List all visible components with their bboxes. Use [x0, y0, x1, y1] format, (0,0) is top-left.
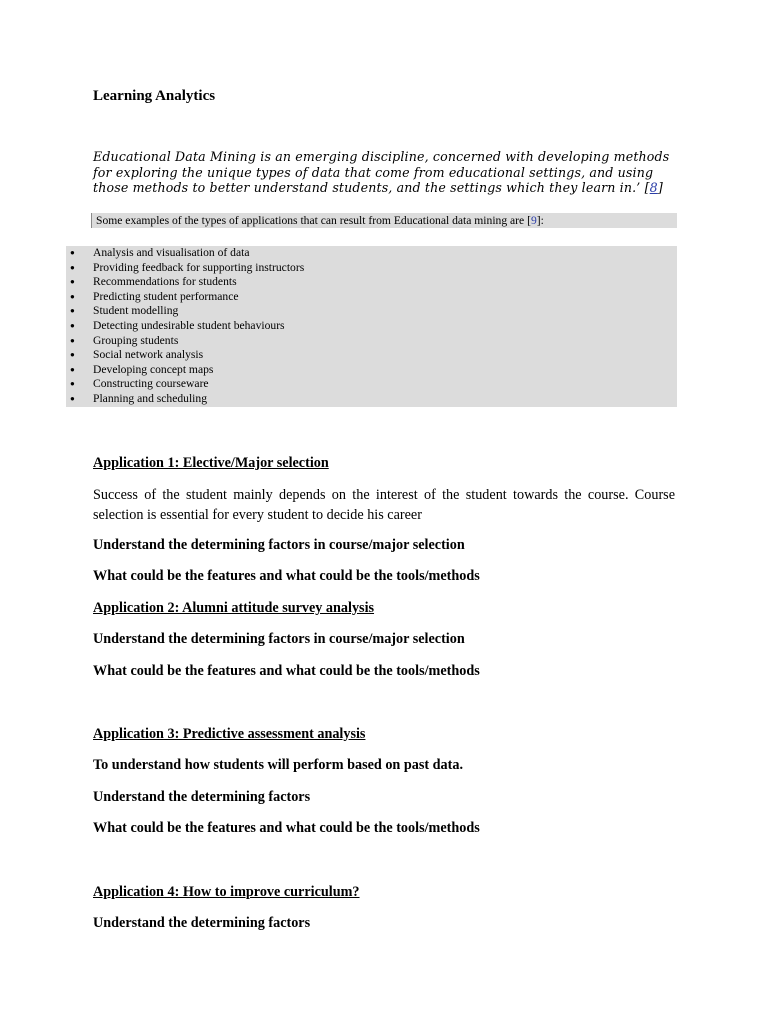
app2-line1: Understand the determining factors in course/major selection [93, 631, 465, 647]
app2-line2: What could be the features and what could be the tools/methods [93, 663, 480, 679]
applications-intro [91, 213, 677, 228]
list-item [66, 377, 677, 392]
bullet-icon: ● [70, 350, 75, 360]
app1-line2: What could be the features and what could be the tools/methods [93, 568, 480, 584]
list-item-label: Student modelling [93, 304, 179, 318]
bullet-icon: ● [70, 248, 75, 257]
applications-list-box [66, 246, 677, 407]
document-title: Learning Analytics [93, 88, 216, 104]
app3-line3: What could be the features and what could be the tools/methods [93, 820, 480, 836]
bullet-icon: ● [70, 320, 75, 330]
bullet-icon: ● [70, 364, 75, 374]
list-item-label: Predicting student performance [93, 289, 239, 303]
bullet-icon: ● [70, 335, 75, 345]
bullet-icon: ● [70, 262, 75, 272]
list-item-label: Developing concept maps [93, 362, 214, 376]
app3-heading: Application 3: Predictive assessment analysis [93, 726, 366, 742]
app1-line1: Understand the determining factors in course/major selection [93, 537, 465, 553]
list-item-label: Providing feedback for supporting instructors [93, 260, 305, 274]
list-item [66, 275, 677, 290]
list-item [66, 392, 677, 407]
list-item-label: Recommendations for students [93, 275, 237, 289]
list-item-label: Constructing courseware [93, 377, 209, 391]
list-item-label: Detecting undesirable student behaviours [93, 318, 285, 332]
app3-line2: Understand the determining factors [93, 789, 311, 805]
list-item-label: Grouping students [93, 333, 179, 347]
quote-close: ] [657, 180, 663, 195]
intro-close: ]: [536, 214, 544, 227]
app2-heading: Application 2: Alumni attitude survey analysis [93, 600, 375, 616]
list-item-label: Analysis and visualisation of data [93, 246, 250, 259]
list-item [66, 290, 677, 305]
app4-line1: Understand the determining factors [93, 915, 311, 931]
bullet-icon: ● [70, 393, 75, 403]
app1-paragraph: Success of the student mainly depends on the interest of the student towards the course. Course selection is essential for every student to decide his career [93, 487, 675, 523]
list-item [66, 304, 677, 319]
bullet-icon: ● [70, 277, 75, 287]
citation-link-8[interactable]: 8 [649, 180, 658, 195]
applications-list [66, 246, 677, 407]
list-item [66, 246, 677, 261]
bullet-icon: ● [70, 379, 75, 389]
list-item [66, 363, 677, 378]
bullet-icon: ● [70, 291, 75, 301]
intro-text: Some examples of the types of applications that can result from Educational data mining are [ [96, 214, 531, 227]
bullet-icon: ● [70, 306, 75, 316]
list-item-label: Planning and scheduling [93, 391, 207, 405]
list-item-label: Social network analysis [93, 348, 204, 362]
app3-line1: To understand how students will perform based on past data. [93, 757, 463, 773]
app4-heading: Application 4: How to improve curriculum? [93, 884, 360, 900]
citation-link-9[interactable]: 9 [530, 214, 537, 227]
list-item [66, 348, 677, 363]
edm-definition-quote [93, 149, 683, 196]
app1-heading: Application 1: Elective/Major selection [93, 455, 329, 471]
list-item [66, 319, 677, 334]
list-item [66, 334, 677, 349]
quote-text: Educational Data Mining is an emerging discipline, concerned with developing methods for exploring the unique types of data that come from educational settings, and using those methods to better understand students, and the settings which they learn in.’ [ [93, 149, 670, 195]
list-item [66, 261, 677, 276]
